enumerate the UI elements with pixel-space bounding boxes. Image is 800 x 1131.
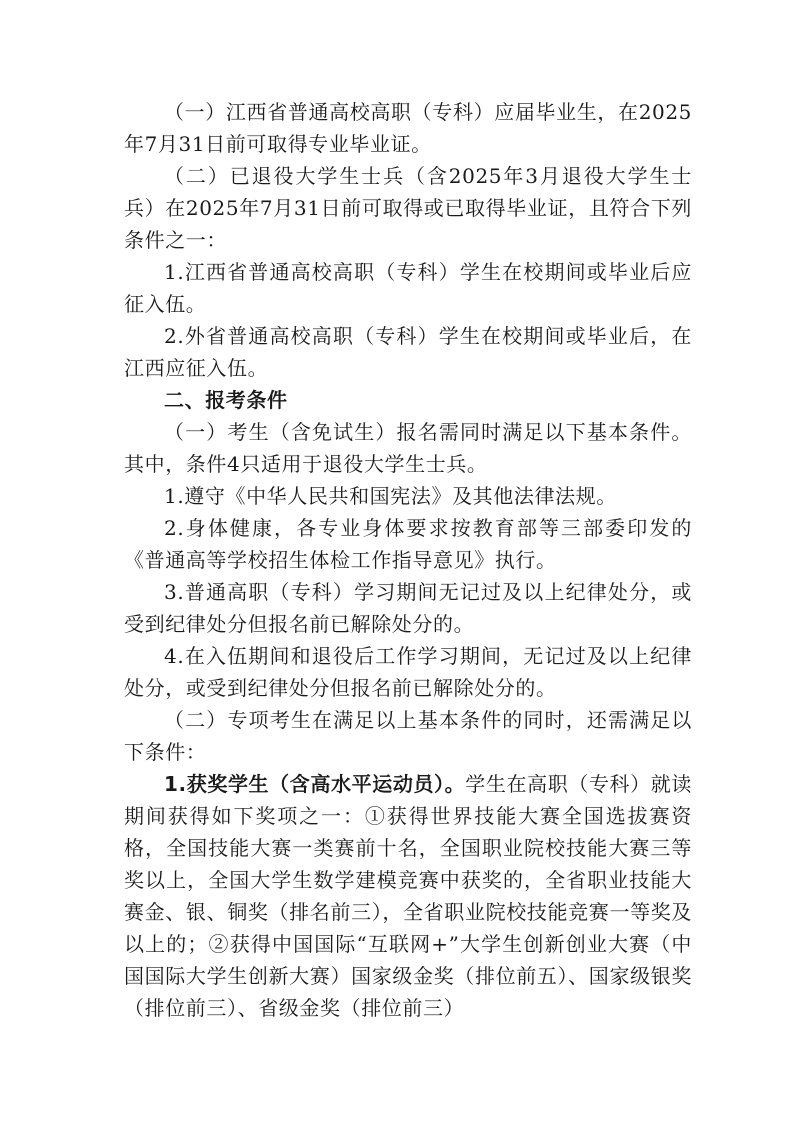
paragraph-condition-2: 2.身体健康，各专业身体要求按教育部等三部委印发的《普通高等学校招生体检工作指导意见》执行。 [124, 516, 692, 572]
paragraph-condition-jiangxi: 1.江西省普通高校高职（专科）学生在校期间或毕业后应征入伍。 [124, 260, 692, 316]
paragraph-condition-3: 3.普通高职（专科）学习期间无记过及以上纪律处分，或受到纪律处分但报名前已解除处分的。 [124, 580, 692, 636]
document-body [124, 96, 692, 1024]
award-students-title: 1.获奖学生（含高水平运动员）。 [164, 772, 466, 796]
section-heading-requirements: 二、报考条件 [164, 388, 288, 412]
paragraph-condition-4: 4.在入伍期间和退役后工作学习期间，无记过及以上纪律处分，或受到纪律处分但报名前已解除处分的。 [124, 644, 692, 700]
paragraph-condition-other-province: 2.外省普通高校高职（专科）学生在校期间或毕业后，在江西应征入伍。 [124, 324, 692, 380]
paragraph-special-conditions: （二）专项考生在满足以上基本条件的同时，还需满足以下条件： [124, 708, 692, 764]
award-students-text: 学生在高职（专科）就读期间获得如下奖项之一：①获得世界技能大赛全国选拔赛资格，全国技能大赛一类赛前十名，全国职业院校技能大赛三等奖以上，全国大学生数学建模竞赛中获奖的，全省职业技能大赛金、银、铜奖（排名前三），全省职业院校技能竞赛一等奖及以上的；②获得中国国际“互联网+”大学生创新创业大赛（中国国际大学生创新大赛）国家级金奖（排位前五）、国家级银奖（排位前三）、省级金奖（排位前三） [124, 772, 692, 1020]
paragraph-award-students [124, 768, 692, 1024]
paragraph-basic-conditions: （一）考生（含免试生）报名需同时满足以下基本条件。其中，条件4只适用于退役大学生士兵。 [124, 420, 692, 476]
paragraph-graduates: （一）江西省普通高校高职（专科）应届毕业生，在2025年7月31日前可取得专业毕业证。 [124, 100, 692, 156]
paragraph-veterans: （二）已退役大学生士兵（含2025年3月退役大学生士兵）在2025年7月31日前可取得或已取得毕业证，且符合下列条件之一： [124, 164, 692, 252]
paragraph-condition-1: 1.遵守《中华人民共和国宪法》及其他法律法规。 [164, 484, 617, 508]
